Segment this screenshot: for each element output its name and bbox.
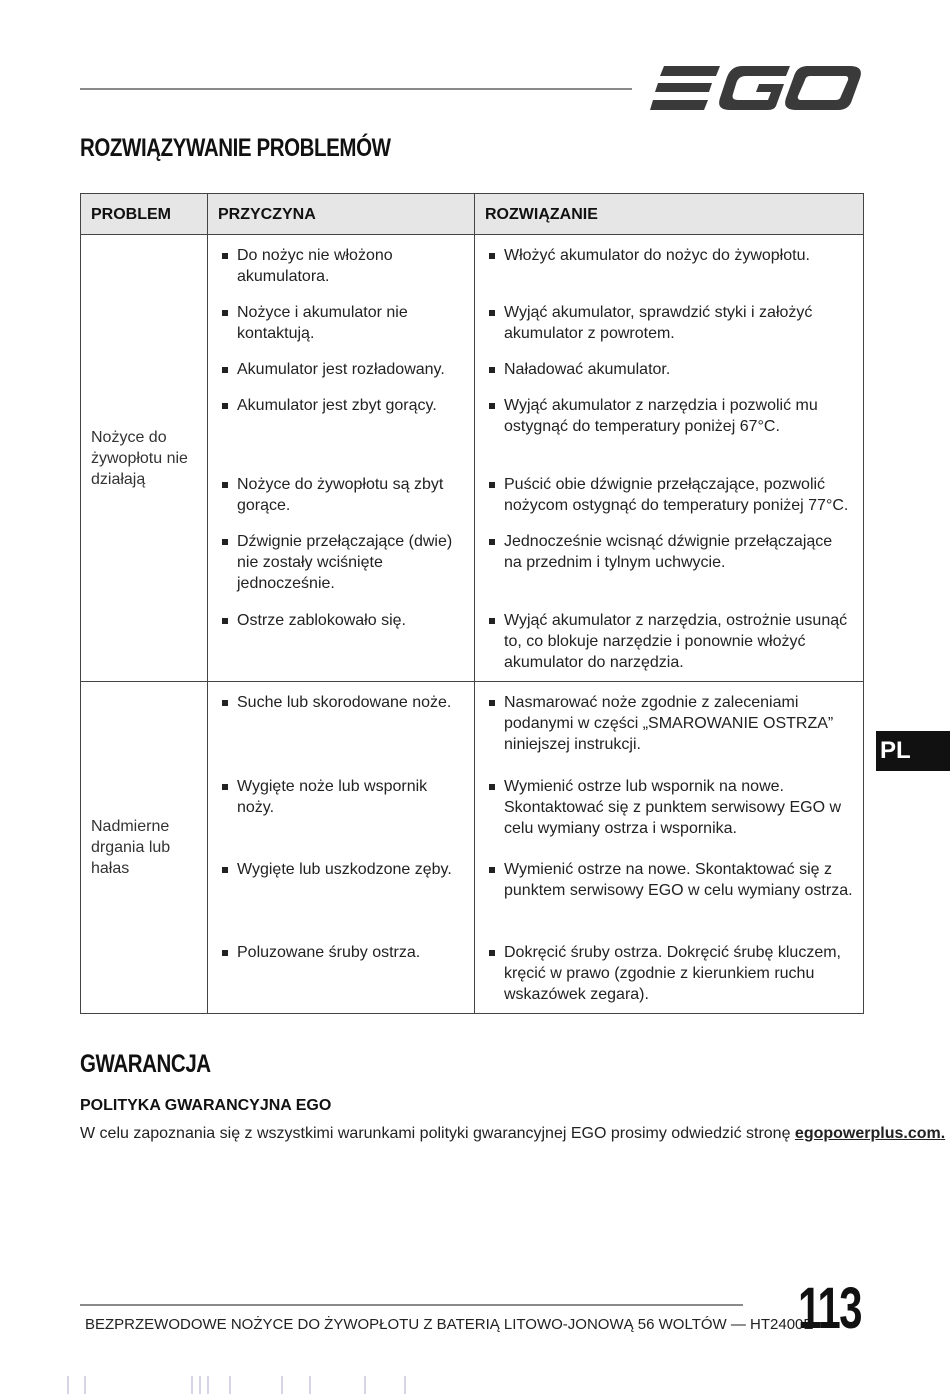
warranty-link[interactable]: egopowerplus.com (794, 1125, 941, 1142)
table-header-row (81, 194, 864, 235)
solution-item: Puścić obie dźwignie przełączające, pozwolić nożycom ostygnąć do temperatury poniżej 77°C. (487, 474, 853, 531)
warranty-text (80, 1125, 945, 1143)
table-row (81, 235, 864, 682)
cause-item: Akumulator jest zbyt gorący. (220, 395, 464, 474)
warranty-subtitle: POLITYKA GWARANCYJNA EGO (80, 1097, 332, 1114)
problem-cell: Nożyce do żywopłotu nie działają (81, 235, 208, 682)
cause-item: Wygięte noże lub wspornik noży. (220, 776, 464, 859)
cause-cell (208, 682, 475, 1014)
solution-item: Wymienić ostrze na nowe. Skontaktować się z punktem serwisowy EGO w celu wymiany ostrza. (487, 859, 853, 942)
cause-cell (208, 235, 475, 682)
warranty-body: W celu zapoznania się z wszystkimi warunkami polityki gwarancyjnej EGO prosimy odwiedzić stronę (80, 1125, 795, 1142)
page-number: 113 (798, 1276, 862, 1341)
solution-item: Jednocześnie wcisnąć dźwignie przełączające na przednim i tylnym uchwycie. (487, 531, 853, 610)
solution-cell (475, 682, 864, 1014)
ego-logo (650, 62, 862, 114)
cause-item: Dźwignie przełączające (dwie) nie zostały wciśnięte jednocześnie. (220, 531, 464, 610)
problem-cell: Nadmierne drgania lub hałas (81, 682, 208, 1014)
solution-cell (475, 235, 864, 682)
cause-item: Suche lub skorodowane noże. (220, 692, 464, 776)
troubleshooting-title: ROZWIĄZYWANIE PROBLEMÓW (80, 134, 391, 162)
cause-item: Poluzowane śruby ostrza. (220, 942, 464, 963)
solution-item: Dokręcić śruby ostrza. Dokręcić śrubę kluczem, kręcić w prawo (zgodnie z kierunkiem ruchu wskazówek zegara). (487, 942, 853, 1005)
solution-item: Włożyć akumulator do nożyc do żywopłotu. (487, 245, 853, 302)
footer-rule (80, 1304, 743, 1306)
header-cause: PRZYCZYNA (208, 194, 475, 235)
troubleshooting-table (80, 193, 864, 1014)
header-solution: ROZWIĄZANIE (475, 194, 864, 235)
cause-item: Akumulator jest rozładowany. (220, 359, 464, 395)
cause-item: Nożyce i akumulator nie kontaktują. (220, 302, 464, 359)
solution-item: Naładować akumulator. (487, 359, 853, 395)
header-problem: PROBLEM (81, 194, 208, 235)
cause-item: Wygięte lub uszkodzone zęby. (220, 859, 464, 942)
cause-item: Do nożyc nie włożono akumulatora. (220, 245, 464, 302)
header-rule (80, 88, 632, 90)
solution-item: Nasmarować noże zgodnie z zaleceniami podanymi w części „SMAROWANIE OSTRZA” niniejszej instrukcji. (487, 692, 853, 776)
warranty-title: GWARANCJA (80, 1050, 211, 1078)
cause-item: Ostrze zablokowało się. (220, 610, 464, 631)
solution-item: Wyjąć akumulator z narzędzia i pozwolić mu ostygnąć do temperatury poniżej 67°C. (487, 395, 853, 474)
footer-title: BEZPRZEWODOWE NOŻYCE DO ŻYWOPŁOTU Z BATERIĄ LITOWO-JONOWĄ 56 WOLTÓW — HT2400E (85, 1316, 814, 1333)
cause-item: Nożyce do żywopłotu są zbyt gorące. (220, 474, 464, 531)
language-tab: PL (876, 731, 950, 771)
solution-item: Wyjąć akumulator z narzędzia, ostrożnie usunąć to, co blokuje narzędzie i ponownie włożyć akumulator do narzędzia. (487, 610, 853, 673)
warranty-end: . (940, 1125, 946, 1142)
table-row (81, 682, 864, 1014)
print-marks (60, 1374, 460, 1396)
solution-item: Wyjąć akumulator, sprawdzić styki i założyć akumulator z powrotem. (487, 302, 853, 359)
solution-item: Wymienić ostrze lub wspornik na nowe. Skontaktować się z punktem serwisowy EGO w celu wymiany ostrza i wspornika. (487, 776, 853, 859)
